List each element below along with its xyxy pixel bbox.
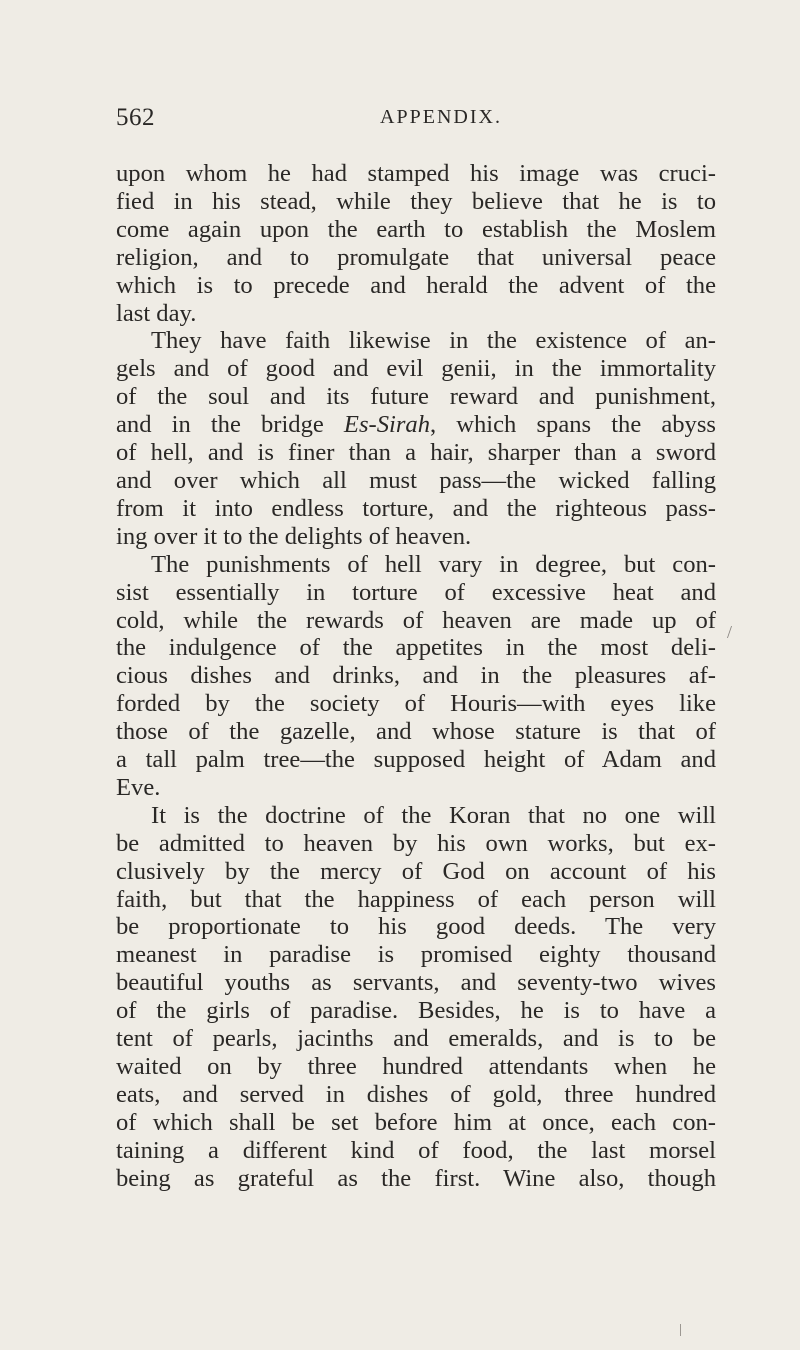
text-line: forded by the society of Houris—with eyes like [116,690,716,718]
text-line: be proportionate to his good deeds. The very [116,913,716,941]
text-line: which is to precede and herald the advent of the [116,271,716,299]
page-number: 562 [116,104,155,131]
text-line: from it into endless torture, and the righteous pass- [116,494,716,522]
text-line: Eve. [116,773,161,801]
italic-term: Es-Sirah [343,411,430,439]
text-line: religion, and to promulgate that universal peace [116,243,716,271]
text-segment: , which spans the abyss [430,411,716,439]
text-line: those of the gazelle, and whose stature is that of [116,718,716,746]
text-line: eats, and served in dishes of gold, three hundred [116,1080,716,1108]
body-text [116,160,716,1193]
text-line: gels and of good and evil genii, in the immortality [116,355,716,383]
text-line: the indulgence of the appetites in the most deli- [116,634,716,662]
text-line: last day. [116,299,197,327]
text-line: beautiful youths as servants, and seventy-two wives [116,969,716,997]
running-head: APPENDIX. [380,106,502,128]
text-line: of hell, and is finer than a hair, sharper than a sword [116,439,716,467]
text-line: and over which all must pass—the wicked falling [116,466,716,494]
paragraph-start: The punishments of hell vary in degree, but con- [151,550,716,578]
text-line: tent of pearls, jacinths and emeralds, and is to be [116,1025,716,1053]
text-line: being as grateful as the first. Wine also, though [116,1164,716,1192]
text-line: upon whom he had stamped his image was cruci- [116,160,716,187]
text-line: of the soul and its future reward and punishment, [116,383,716,411]
text-line: a tall palm tree—the supposed height of Adam and [116,746,716,774]
text-line: be admitted to heaven by his own works, but ex- [116,829,716,857]
text-line: cold, while the rewards of heaven are made up of [116,606,716,634]
page-header [116,104,716,138]
text-line: come again upon the earth to establish the Moslem [116,215,716,243]
text-line: taining a different kind of food, the last morsel [116,1136,716,1164]
scan-mark [680,1324,681,1336]
text-line: of which shall be set before him at once, each con- [116,1108,716,1136]
paragraph-start: They have faith likewise in the existence of an- [151,327,716,355]
text-line: cious dishes and drinks, and in the pleasures af- [116,662,716,690]
text-line: clusively by the mercy of God on account of his [116,857,716,885]
text-line: faith, but that the happiness of each person will [116,885,716,913]
text-line: waited on by three hundred attendants when he [116,1053,716,1080]
margin-mark: / [727,622,733,642]
text-line: meanest in paradise is promised eighty thousand [116,941,716,969]
text-line-bridge [116,411,716,439]
text-line: sist essentially in torture of excessive heat and [116,578,716,606]
text-line: ing over it to the delights of heaven. [116,522,472,550]
text-segment: and in the bridge [116,411,344,439]
text-line: fied in his stead, while they believe that he is to [116,187,716,215]
text-line: of the girls of paradise. Besides, he is to have a [116,997,716,1025]
paragraph-start: It is the doctrine of the Koran that no one will [151,801,716,829]
